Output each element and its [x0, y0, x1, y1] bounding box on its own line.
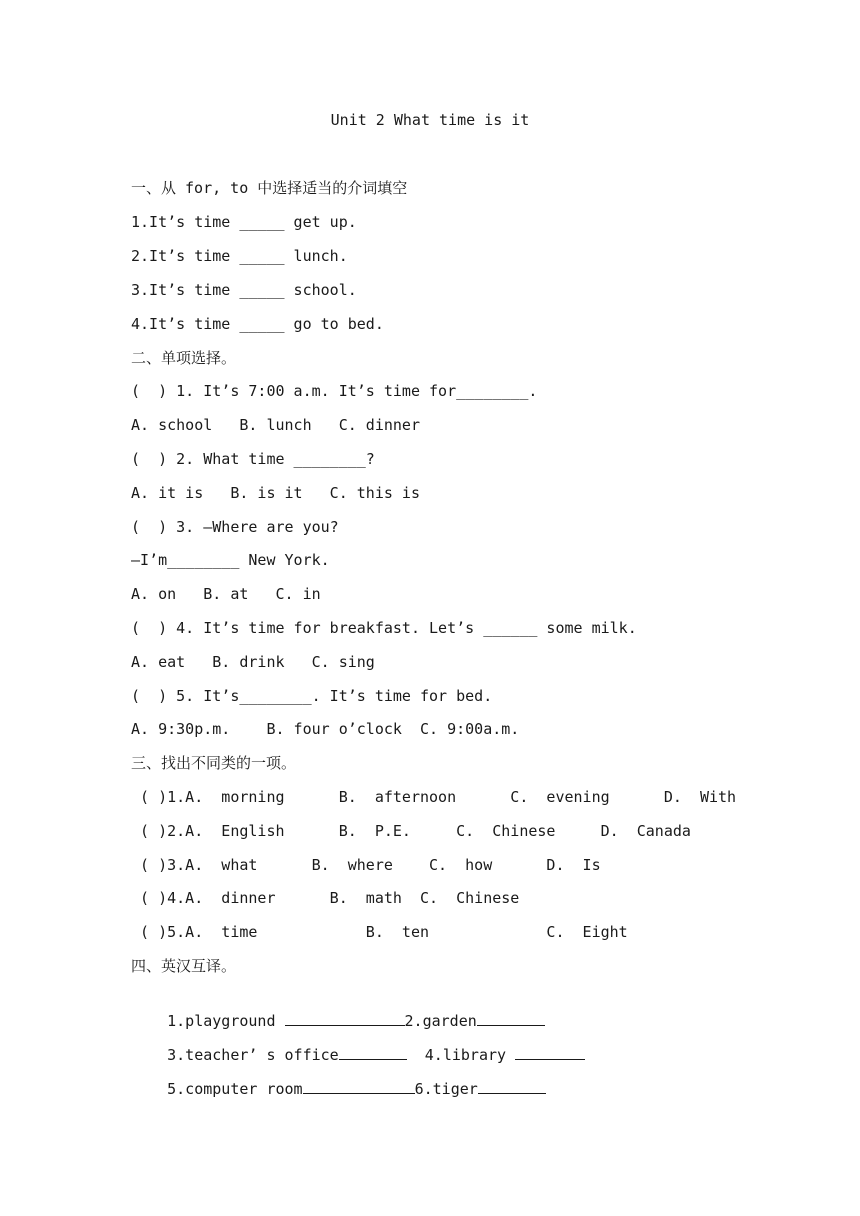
section2-line-10: ( ) 5. It’s________. It’s time for bed.: [131, 687, 493, 705]
section3-heading: 三、找出不同类的一项。: [131, 754, 297, 772]
answer-blank-5: [303, 1078, 415, 1094]
section2-line-5: ( ) 3. —Where are you?: [131, 518, 339, 536]
section2-line-7: A. on B. at C. in: [131, 585, 321, 603]
section2-line-11: A. 9:30p.m. B. four o’clock C. 9:00a.m.: [131, 720, 520, 738]
section4-item-5: 5.computer room: [167, 1080, 303, 1098]
section4-item-2: 2.garden: [404, 1012, 477, 1030]
section2-line-9: A. eat B. drink C. sing: [131, 653, 375, 671]
section1-item-1: 1.It’s time _____ get up.: [131, 213, 357, 231]
section2-line-3: ( ) 2. What time ________?: [131, 450, 375, 468]
section2-line-8: ( ) 4. It’s time for breakfast. Let’s ______ some milk.: [131, 619, 637, 637]
section4-item-6: 6.tiger: [414, 1080, 478, 1098]
section1-item-4: 4.It’s time _____ go to bed.: [131, 315, 384, 333]
section3-line-5: ( )5.A. time B. ten C. Eight: [131, 923, 628, 941]
section2-line-2: A. school B. lunch C. dinner: [131, 416, 420, 434]
answer-blank-6: [478, 1078, 546, 1094]
section4-row-3: [131, 1058, 546, 1119]
section2-line-4: A. it is B. is it C. this is: [131, 484, 420, 502]
section2-line-1: ( ) 1. It’s 7:00 a.m. It’s time for________.: [131, 382, 538, 400]
section3-line-3: ( )3.A. what B. where C. how D. Is: [131, 856, 601, 874]
section4-item-3: 3.teacher’ s office: [167, 1046, 339, 1064]
page-title: Unit 2 What time is it: [330, 111, 530, 129]
section2-line-6: —I’m________ New York.: [131, 551, 330, 569]
section1-item-3: 3.It’s time _____ school.: [131, 281, 357, 299]
section3-line-1: ( )1.A. morning B. afternoon C. evening D. With: [131, 788, 737, 806]
section4-heading: 四、英汉互译。: [131, 957, 237, 975]
section4-item-4: 4.library: [406, 1046, 516, 1064]
section2-heading: 二、单项选择。: [131, 349, 237, 367]
section1-item-2: 2.It’s time _____ lunch.: [131, 247, 348, 265]
section1-heading: 一、从 for, to 中选择适当的介词填空: [131, 179, 408, 197]
section3-line-2: ( )2.A. English B. P.E. C. Chinese D. Canada: [131, 822, 691, 840]
section4-item-1: 1.playground: [167, 1012, 285, 1030]
section3-line-4: ( )4.A. dinner B. math C. Chinese: [131, 889, 520, 907]
